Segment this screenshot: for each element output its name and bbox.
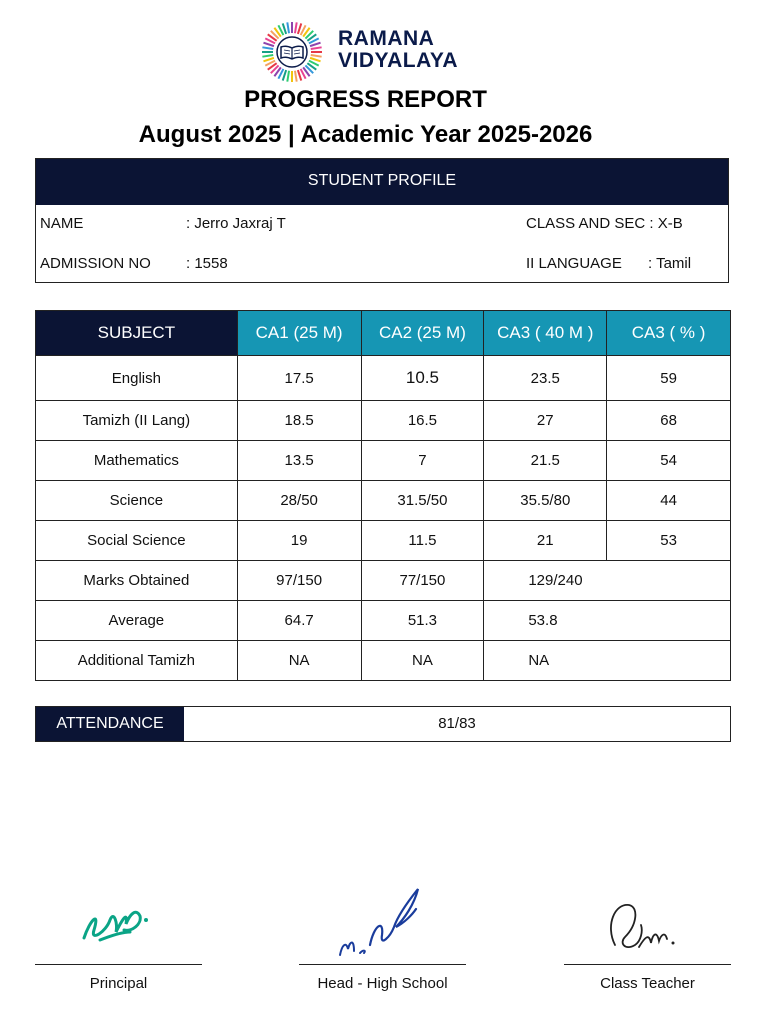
school-name-line1: RAMANA <box>338 27 435 50</box>
table-row <box>36 401 731 441</box>
logo-ray <box>283 23 286 33</box>
ca1-cell: 17.5 <box>237 356 361 401</box>
principal-label: Principal <box>89 975 148 992</box>
language-value: : Tamil <box>648 255 692 272</box>
subject-cell: Science <box>36 481 238 521</box>
logo-ray <box>295 22 297 33</box>
ca2-cell: 11.5 <box>361 521 484 561</box>
ca3-percent-cell: 68 <box>607 401 731 441</box>
student-profile <box>35 158 729 283</box>
logo-ray <box>310 58 320 61</box>
header-ca1: CA1 (25 M) <box>237 311 361 356</box>
logo-ray <box>263 58 273 61</box>
subject-cell: English <box>36 356 238 401</box>
summary-ca2: 77/150 <box>361 561 484 601</box>
ca2-cell: 10.5 <box>361 356 484 401</box>
principal-signature <box>70 880 170 950</box>
ca3-cell: 21 <box>484 521 607 561</box>
ca3-percent-cell: 59 <box>607 356 731 401</box>
summary-ca3: 129/240 <box>484 561 731 601</box>
logo-ray <box>283 70 286 80</box>
logo-ray <box>287 22 289 33</box>
head-signature <box>330 875 430 965</box>
logo-ray <box>298 70 301 80</box>
summary-row <box>36 641 731 681</box>
teacher-sign-line <box>564 964 731 965</box>
attendance-box <box>35 706 731 742</box>
logo-ray <box>262 47 273 49</box>
ca1-cell: 13.5 <box>237 441 361 481</box>
subject-cell: Mathematics <box>36 441 238 481</box>
school-name-line2: VIDYALAYA <box>338 49 459 72</box>
table-row <box>36 481 731 521</box>
teacher-signature <box>595 885 685 965</box>
logo-ray <box>311 55 322 57</box>
table-row <box>36 521 731 561</box>
ca3-cell: 21.5 <box>484 441 607 481</box>
summary-ca3: NA <box>484 641 731 681</box>
ca1-cell: 28/50 <box>237 481 361 521</box>
marks-table <box>35 310 731 681</box>
ca1-cell: 18.5 <box>237 401 361 441</box>
profile-heading: STUDENT PROFILE <box>36 159 728 205</box>
summary-ca3: 53.8 <box>484 601 731 641</box>
header-subject: SUBJECT <box>36 311 238 356</box>
summary-label: Additional Tamizh <box>36 641 238 681</box>
admission-value: : 1558 <box>186 255 228 272</box>
ca2-cell: 7 <box>361 441 484 481</box>
summary-ca2: NA <box>361 641 484 681</box>
summary-ca1: 64.7 <box>237 601 361 641</box>
header-ca3-percent: CA3 ( % ) <box>607 311 731 356</box>
logo-ray <box>311 47 322 49</box>
name-label: NAME <box>40 215 84 232</box>
table-row <box>36 441 731 481</box>
summary-ca2: 51.3 <box>361 601 484 641</box>
summary-row <box>36 561 731 601</box>
attendance-value: 81/83 <box>438 715 476 732</box>
logo-ray <box>263 43 273 46</box>
attendance-label: ATTENDANCE <box>36 707 184 741</box>
head-sign-line <box>299 964 466 965</box>
summary-ca1: NA <box>237 641 361 681</box>
summary-row <box>36 601 731 641</box>
logo-ray <box>295 71 297 82</box>
school-name <box>338 28 458 72</box>
principal-sign-line <box>35 964 202 965</box>
school-logo <box>256 20 328 84</box>
ca3-percent-cell: 44 <box>607 481 731 521</box>
ca3-cell: 35.5/80 <box>484 481 607 521</box>
ca1-cell: 19 <box>237 521 361 561</box>
logo-ray <box>262 55 273 57</box>
report-title: PROGRESS REPORT <box>244 86 487 113</box>
ca2-cell: 31.5/50 <box>361 481 484 521</box>
summary-ca1: 97/150 <box>237 561 361 601</box>
teacher-label: Class Teacher <box>600 975 695 992</box>
ca3-cell: 27 <box>484 401 607 441</box>
language-label: II LANGUAGE <box>526 255 622 272</box>
report-subtitle: August 2025 | Academic Year 2025-2026 <box>138 121 593 148</box>
ca3-percent-cell: 54 <box>607 441 731 481</box>
head-label: Head - High School <box>317 975 448 992</box>
class-section: CLASS AND SEC : X-B <box>526 215 683 232</box>
marks-header-row <box>36 311 731 356</box>
ca3-percent-cell: 53 <box>607 521 731 561</box>
header-ca2: CA2 (25 M) <box>361 311 484 356</box>
table-row <box>36 356 731 401</box>
ca3-cell: 23.5 <box>484 356 607 401</box>
logo-ray <box>298 23 301 33</box>
summary-label: Marks Obtained <box>36 561 238 601</box>
ca2-cell: 16.5 <box>361 401 484 441</box>
header-ca3: CA3 ( 40 M ) <box>484 311 607 356</box>
name-value: : Jerro Jaxraj T <box>186 215 286 232</box>
logo-ray <box>287 71 289 82</box>
summary-label: Average <box>36 601 238 641</box>
subject-cell: Tamizh (II Lang) <box>36 401 238 441</box>
subject-cell: Social Science <box>36 521 238 561</box>
admission-label: ADMISSION NO <box>40 255 151 272</box>
logo-ray <box>310 43 320 46</box>
